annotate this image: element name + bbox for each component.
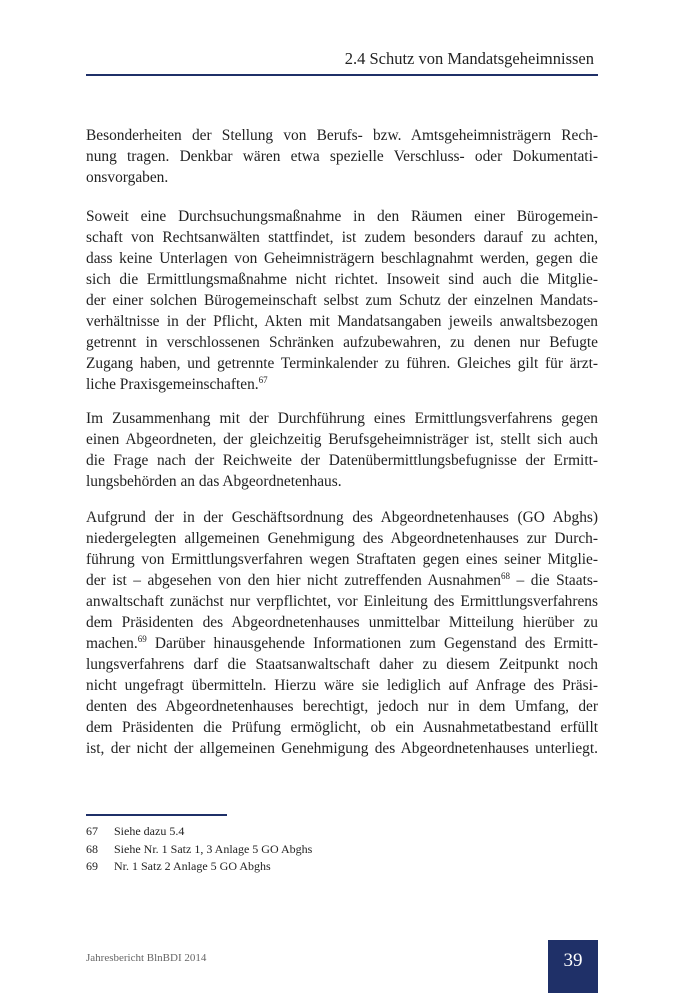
paragraph-3 — [86, 408, 598, 492]
text-line: ist, der nicht der allgemeinen Genehmigung des Abgeordnetenhauses unterliegt. — [86, 740, 598, 757]
text-line: verhältnisse in der Pflicht, Akten mit Mandatsangaben jeweils anwaltsbezogen — [86, 313, 598, 330]
page-number-badge — [548, 940, 598, 993]
text-line: lungsbehörden an das Abgeordnetenhaus. — [86, 473, 342, 490]
footnote-number: 69 — [86, 859, 98, 873]
text-line: niedergelegten allgemeinen Genehmigung des Abgeordnetenhauses zur Durch- — [86, 530, 598, 547]
footnote-text: Siehe Nr. 1 Satz 1, 3 Anlage 5 GO Abghs — [114, 841, 313, 856]
footnote-ref-68[interactable]: 68 — [500, 571, 510, 581]
text-line-content: Darüber hinausgehende Informationen zum Gegenstand des Ermitt- — [146, 635, 598, 652]
text-line-content: liche Praxisgemeinschaften. — [86, 376, 259, 393]
footnote-number: 67 — [86, 824, 98, 838]
footnote-divider — [86, 814, 227, 816]
text-line-content: machen. — [86, 635, 138, 652]
footer-publication: Jahresbericht BlnBDI 2014 — [86, 952, 207, 964]
text-line: sich die Ermittlungsmaßnahme nicht richtet. Insoweit sind auch die Mitglie- — [86, 271, 598, 288]
footnote-text: Siehe dazu 5.4 — [114, 824, 185, 838]
footnotes — [86, 823, 312, 876]
running-header-title: 2.4 Schutz von Mandatsgeheimnissen — [344, 49, 594, 68]
text-line: einen Abgeordneten, der gleichzeitig Berufsgeheimnisträger ist, stellt sich auch — [86, 431, 598, 448]
text-line: Aufgrund der in der Geschäftsordnung des Abgeordnetenhauses (GO Abghs) — [86, 509, 598, 526]
text-line: getrennt in verschlossenen Schränken aufzubewahren, zu denen nur Befugte — [86, 334, 598, 351]
text-line: nung tragen. Denkbar wären etwa spezielle Verschluss- oder Dokumentati- — [86, 148, 598, 165]
text-line: schaft von Rechtsanwälten stattfindet, ist zudem besonders darauf zu achten, — [86, 229, 598, 246]
text-line: führung von Ermittlungsverfahren wegen Straftaten gegen eines seiner Mitglie- — [86, 551, 598, 568]
paragraph-1 — [86, 125, 598, 188]
text-line: anwaltschaft zunächst nur verpflichtet, vor Einleitung des Ermittlungsverfahrens — [86, 593, 598, 610]
footnote-text: Nr. 1 Satz 2 Anlage 5 GO Abghs — [114, 859, 271, 873]
footnote-68 — [86, 841, 312, 859]
text-line: der einer solchen Bürogemeinschaft selbst zum Schutz der einzelnen Mandats- — [86, 292, 598, 309]
paragraph-2 — [86, 206, 598, 395]
header-divider — [86, 74, 598, 76]
text-line: Besonderheiten der Stellung von Berufs- bzw. Amtsgeheimnisträgern Rech- — [86, 127, 598, 144]
text-line: Zugang haben, und getrennte Terminkalender zu führen. Gleiches gilt für ärzt- — [86, 355, 598, 372]
text-line: Soweit eine Durchsuchungsmaßnahme in den Räumen einer Bürogemein- — [86, 208, 598, 225]
text-line: nicht ungefragt übermitteln. Hierzu wäre sie lediglich auf Anfrage des Präsi- — [86, 677, 598, 694]
page-number: 39 — [563, 950, 583, 971]
text-line: Im Zusammenhang mit der Durchführung eines Ermittlungsverfahrens gegen — [86, 410, 598, 427]
footnote-ref-69[interactable]: 69 — [137, 634, 147, 644]
text-line-content: – die Staats- — [509, 572, 598, 589]
text-line: onsvorgaben. — [86, 169, 169, 186]
text-line: dass keine Unterlagen von Geheimnisträgern beschlagnahmt werden, gegen die — [86, 250, 598, 267]
text-line: denten des Abgeordnetenhauses berechtigt, jedoch nur in dem Umfang, der — [86, 698, 598, 715]
text-line-content: der ist – abgesehen von den hier nicht zutreffenden Ausnahmen — [86, 572, 501, 589]
footnote-69 — [86, 858, 312, 876]
text-line: die Frage nach der Reichweite der Datenübermittlungsbefugnisse der Ermitt- — [86, 452, 598, 469]
text-line — [86, 374, 598, 395]
text-line: lungsverfahrens darf die Staatsanwaltschaft daher zu diesem Zeitpunkt noch — [86, 656, 598, 673]
text-line: dem Präsidenten die Prüfung ermöglicht, ob ein Ausnahmetatbestand erfüllt — [86, 719, 598, 736]
paragraph-4 — [86, 507, 598, 759]
footnote-ref-67[interactable]: 67 — [258, 375, 268, 385]
text-line — [86, 633, 598, 654]
footnote-67 — [86, 823, 312, 841]
footnote-number: 68 — [86, 841, 98, 856]
text-line — [86, 570, 598, 591]
text-line: dem Präsidenten des Abgeordnetenhauses unmittelbar Mitteilung hierüber zu — [86, 614, 598, 631]
